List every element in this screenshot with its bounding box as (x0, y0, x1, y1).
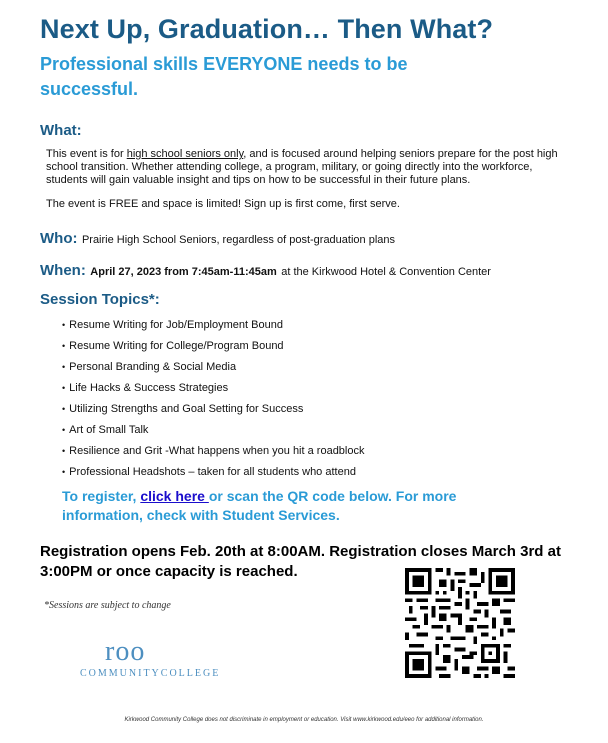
what-text-rest: , and is focused around helping seniors prepare for the post high school transition. Whether attending college, a program, military, or going directly into the workforce, students will gain valuable insight and tips on how to be successful in their future plans. (46, 148, 558, 186)
what-heading: What: (40, 122, 82, 139)
who-label: Who: (40, 230, 78, 247)
what-free-note: The event is FREE and space is limited! Sign up is first come, first serve. (46, 198, 400, 210)
register-link[interactable]: click here (140, 488, 209, 504)
page-title: Next Up, Graduation… Then What? (40, 14, 494, 44)
sessions-note: *Sessions are subject to change (44, 600, 171, 611)
topic-item: • Personal Branding & Social Media (62, 360, 365, 381)
topic-item: • Art of Small Talk (62, 423, 365, 444)
topic-item: • Resume Writing for Job/Employment Bound (62, 318, 365, 339)
topics-list (62, 318, 365, 486)
topic-item: • Life Hacks & Success Strategies (62, 381, 365, 402)
register-suffix: or scan the QR code below. For more information, check with Student Services. (62, 488, 457, 523)
topic-item: • Resume Writing for College/Program Bound (62, 339, 365, 360)
who-text: Prairie High School Seniors, regardless of post-graduation plans (81, 234, 395, 246)
when-row (40, 262, 491, 280)
who-row (40, 230, 395, 248)
topic-item: • Utilizing Strengths and Goal Setting for Success (62, 402, 365, 423)
when-label: When: (40, 262, 86, 279)
page-subtitle: Professional skills EVERYONE needs to be successful. (40, 54, 408, 99)
when-date: April 27, 2023 from 7:45am-11:45am (90, 266, 277, 278)
topic-item: • Professional Headshots – taken for all students who attend (62, 465, 365, 486)
register-prefix: To register, (62, 488, 141, 504)
college-logo-mark: roo (105, 636, 146, 667)
what-description (46, 148, 566, 187)
college-logo-text: COMMUNITYCOLLEGE (80, 668, 221, 679)
when-place: at the Kirkwood Hotel & Convention Center (281, 266, 491, 278)
footer-disclaimer: Kirkwood Community College does not discriminate in employment or education. Visit www.kirkwood.edu/eeo for additional information. (124, 717, 484, 723)
topic-item: • Resilience and Grit -What happens when you hit a roadblock (62, 444, 365, 465)
topics-heading: Session Topics*: (40, 291, 160, 308)
registration-dates: Registration opens Feb. 20th at 8:00AM. Registration closes March 3rd at 3:00PM or once capacity is reached. (40, 543, 561, 580)
qr-code-icon[interactable] (405, 568, 515, 678)
audience-emphasis: high school seniors only (126, 148, 244, 160)
register-instructions (62, 487, 532, 525)
what-text-start: This event is for (46, 148, 127, 160)
